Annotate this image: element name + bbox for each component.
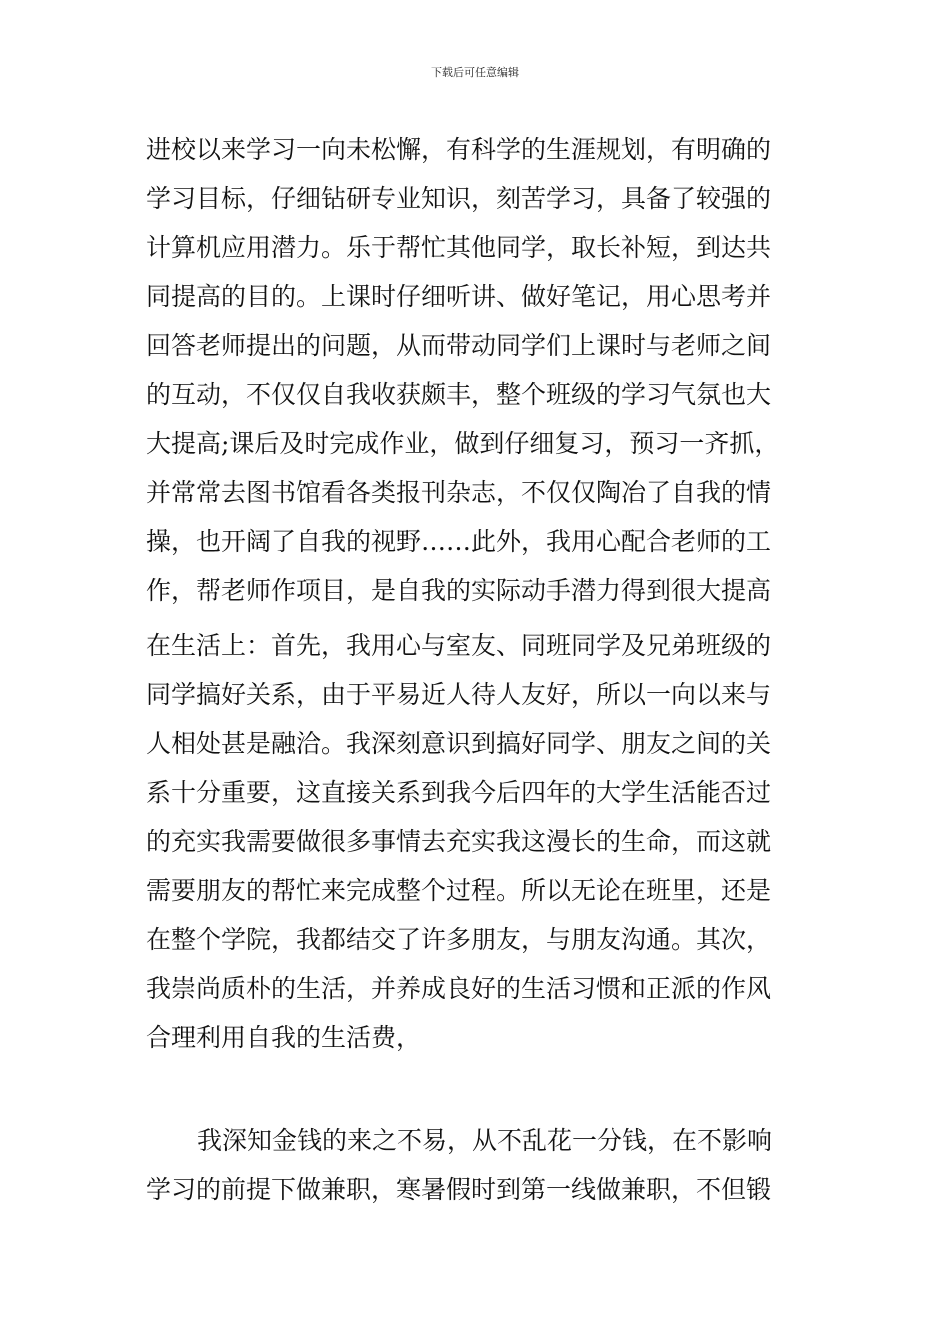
text-line: 学习目标，仔细钻研专业知识，刻苦学习，具备了较强的 — [146, 184, 772, 213]
text-line: 进校以来学习一向未松懈，有科学的生涯规划，有明确的 — [146, 135, 772, 164]
text-line: 同学搞好关系，由于平易近人待人友好，所以一向以来与 — [146, 680, 772, 709]
text-line: 人相处甚是融洽。我深刻意识到搞好同学、朋友之间的关 — [146, 729, 772, 758]
text-line: 我崇尚质朴的生活，并养成良好的生活习惯和正派的作风 — [146, 974, 772, 1003]
text-line: 回答老师提出的问题，从而带动同学们上课时与老师之间 — [146, 331, 772, 360]
page-header: 下载后可任意编辑 — [431, 66, 519, 79]
text-line: 同提高的目的。上课时仔细听讲、做好笔记，用心思考并 — [146, 282, 772, 311]
text-line: 计算机应用潜力。乐于帮忙其他同学，取长补短，到达共 — [146, 233, 772, 262]
text-line: 学习的前提下做兼职，寒暑假时到第一线做兼职，不但锻 — [146, 1175, 772, 1204]
text-line: 的互动，不仅仅自我收获颇丰，整个班级的学习气氛也大 — [146, 380, 772, 409]
text-line: 在生活上：首先，我用心与室友、同班同学及兄弟班级的 — [146, 631, 772, 660]
text-line: 需要朋友的帮忙来完成整个过程。所以无论在班里，还是 — [146, 876, 772, 905]
text-line: 的充实我需要做很多事情去充实我这漫长的生命，而这就 — [146, 827, 772, 856]
text-line: 我深知金钱的来之不易，从不乱花一分钱，在不影响 — [197, 1126, 773, 1155]
text-line: 操，也开阔了自我的视野……此外，我用心配合老师的工 — [146, 527, 772, 556]
text-line: 系十分重要，这直接关系到我今后四年的大学生活能否过 — [146, 778, 772, 807]
text-line: 作，帮老师作项目，是自我的实际动手潜力得到很大提高 — [146, 576, 772, 605]
text-line: 在整个学院，我都结交了许多朋友，与朋友沟通。其次， — [146, 925, 772, 954]
text-line: 大提高;课后及时完成作业，做到仔细复习，预习一齐抓， — [146, 429, 780, 458]
text-line: 合理利用自我的生活费， — [146, 1023, 422, 1052]
text-line: 并常常去图书馆看各类报刊杂志，不仅仅陶冶了自我的情 — [146, 478, 772, 507]
